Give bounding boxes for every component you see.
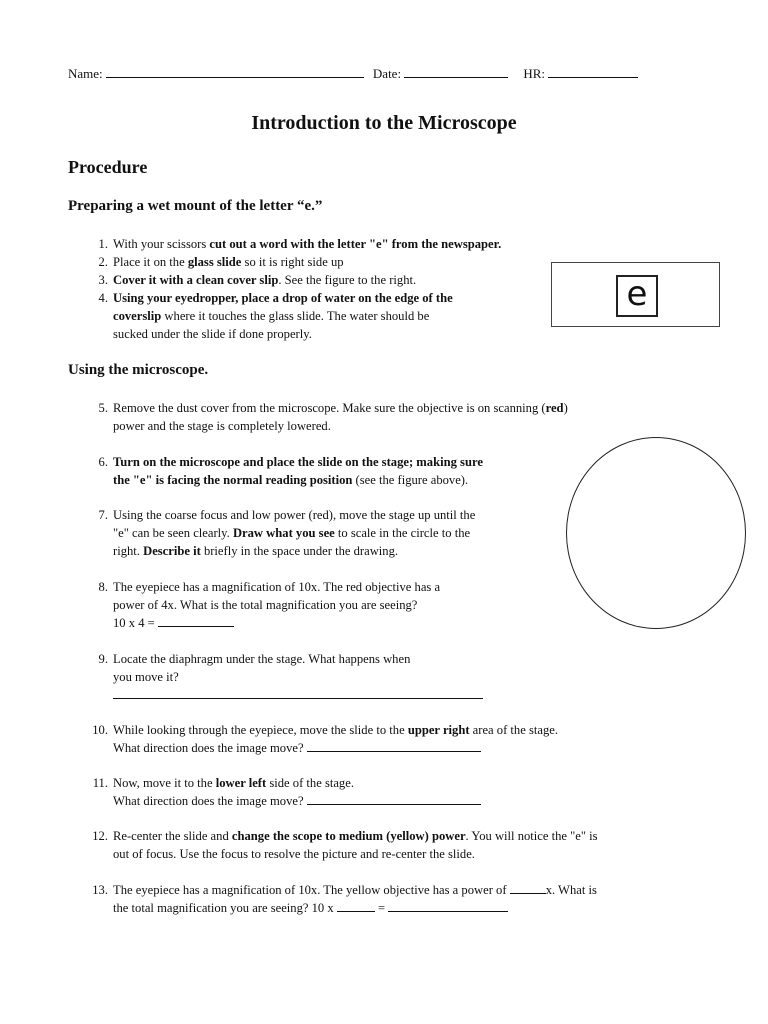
step-9: 9. Locate the diaphragm under the stage. What happens when you move it? xyxy=(88,650,548,704)
header-row xyxy=(68,64,638,82)
date-field[interactable] xyxy=(404,64,508,78)
step-11-answer-line[interactable] xyxy=(307,792,481,805)
hr-field[interactable] xyxy=(548,64,638,78)
step-3: 3. Cover it with a clean cover slip. See the figure to the right. xyxy=(98,273,417,287)
step-8: 8. The eyepiece has a magnification of 10x. The red objective has a power of 4x. What is the total magnification you are seeing? 10 x 4 = xyxy=(98,580,441,630)
step-6: 6. Turn on the microscope and place the slide on the stage; making sure the "e" is facing the normal reading position (see the figure above). xyxy=(98,455,483,487)
step-10: 10. While looking through the eyepiece, move the slide to the upper right area of the stage. What direction does the image move? xyxy=(92,723,558,755)
step-5: 5. Remove the dust cover from the microscope. Make sure the objective is on scanning (red) power and the stage is completely lowered. xyxy=(98,401,568,433)
step-10-answer-line[interactable] xyxy=(307,739,481,752)
step-8-answer-line[interactable] xyxy=(158,614,234,627)
name-label: Name: xyxy=(68,66,103,81)
microscope-heading: Using the microscope. xyxy=(68,362,209,378)
step-13-total-blank[interactable] xyxy=(388,899,508,912)
step-4: 4. Using your eyedropper, place a drop of water on the edge of the coverslip where it touches the glass slide. The water should be sucked under the slide if done properly. xyxy=(98,291,453,341)
step-2: 2. Place it on the glass slide so it is right side up xyxy=(98,255,344,269)
step-13: 13. The eyepiece has a magnification of 10x. The yellow objective has a power of x. What is the total magnification you are seeing? 10 x = xyxy=(92,883,597,915)
slide-figure xyxy=(551,262,720,327)
step-1: 1. With your scissors cut out a word with the letter "e" from the newspaper. xyxy=(98,237,502,251)
step-7: 7. Using the coarse focus and low power (red), move the stage up until the "e" can be seen clearly. Draw what you see to scale in the circle to the right. Describe it briefly in the space under the drawing. xyxy=(98,508,476,558)
step-13-power-blank[interactable] xyxy=(510,881,546,894)
page-title: Introduction to the Microscope xyxy=(251,112,517,134)
drawing-circle[interactable] xyxy=(566,437,746,629)
letter-e-figure: e xyxy=(616,275,658,317)
name-field[interactable] xyxy=(106,64,364,78)
step-12: 12. Re-center the slide and change the scope to medium (yellow) power. You will notice the "e" is out of focus. Use the focus to resolve the picture and re-center the slide. xyxy=(92,829,598,861)
wet-mount-heading: Preparing a wet mount of the letter “e.” xyxy=(68,198,323,214)
step-11: 11. Now, move it to the lower left side of the stage. What direction does the image move? xyxy=(88,774,708,810)
date-label: Date: xyxy=(372,66,402,81)
step-9-answer-line[interactable] xyxy=(113,686,483,699)
step-13-factor-blank[interactable] xyxy=(337,899,375,912)
procedure-heading: Procedure xyxy=(68,157,148,177)
hr-label: HR: xyxy=(523,66,545,81)
